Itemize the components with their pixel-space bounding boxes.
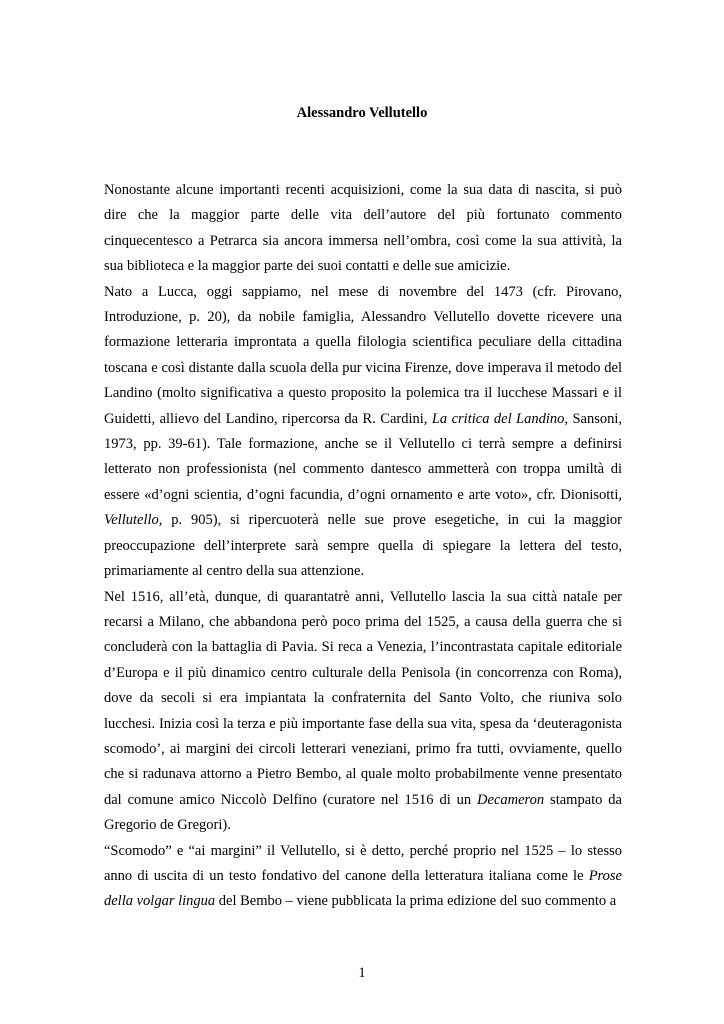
paragraph-text: Nel 1516, all’età, dunque, di quarantatrè anni, Vellutello lascia la sua città natale per recarsi a Milano, che abbandona però poco prima del 1525, a causa della guerra che si concluderà con la battaglia di Pavia. Si reca a Venezia, l’incontrastata capitale editoriale d’Europa e il più dinamico centro culturale della Penisola (in concorrenza con Roma), dove da secoli si era impiantata la confraternita del Santo Volto, che riuniva solo lucchesi. Inizia così la terza e più importante fase della sua vita, spesa da ‘deuteragonista scomodo’, ai margini dei circoli letterari veneziani, primo fra tutti, ovviamente, quello che si radunava attorno a Pietro Bembo, al quale molto probabilmente venne presentato dal comune amico Niccolò Delfino (curatore nel 1516 di un xyxy=(104,588,622,808)
document-title: Alessandro Vellutello xyxy=(296,105,428,121)
italic-title-text: Prose della volgar lingua xyxy=(104,867,622,910)
italic-title-text: La critica del Landino xyxy=(431,410,565,427)
paragraph-text: del Bembo – viene pubblicata la prima edizione del suo commento a xyxy=(215,893,617,910)
paragraph xyxy=(104,585,622,839)
italic-title-text: Decameron xyxy=(477,791,545,808)
paragraph xyxy=(104,839,622,915)
document-body xyxy=(104,178,622,915)
page-number: 1 xyxy=(358,965,366,981)
paragraph xyxy=(104,280,622,585)
italic-title-text: Vellutello xyxy=(104,512,159,529)
paragraph xyxy=(104,178,622,280)
paragraph-text: , Sansoni, 1973, pp. 39-61). Tale formazione, anche se il Vellutello ci terrà sempre a definirsi letterato non professionista (nel commento dantesco ammetterà con troppa umiltà di essere «d’ogni scientia, d’ogni facundia, d’ogni ornamento e arte voto», cfr. Dionisotti, xyxy=(104,410,622,503)
paragraph-text: stampato da Gregorio de Gregori). xyxy=(104,791,622,834)
paragraph-text: Nato a Lucca, oggi sappiamo, nel mese di novembre del 1473 (cfr. Pirovano, Introduzione, p. 20), da nobile famiglia, Alessandro Vellutello dovette ricevere una formazione letteraria improntata a quella filologia scientifica peculiare della cittadina toscana e così distante dalla scuola della pur vicina Firenze, dove imperava il metodo del Landino (molto significativa a questo proposito la polemica tra il lucchese Massari e il Guidetti, allievo del Landino, ripercorsa da R. Cardini, xyxy=(104,283,622,427)
paragraph-text: Nonostante alcune importanti recenti acquisizioni, come la sua data di nascita, si può dire che la maggior parte delle vita dell’autore del più fortunato commento cinquecentesco a Petrarca sia ancora immersa nell’ombra, così come la sua attività, la sua biblioteca e la maggior parte dei suoi contatti e delle sue amicizie. xyxy=(104,182,622,275)
paragraph-text: , p. 905), si ripercuoterà nelle sue prove esegetiche, in cui la maggior preoccupazione dell’interprete sarà sempre quella di spiegare la lettera del testo, primariamente al centro della sua attenzione. xyxy=(104,512,622,580)
paragraph-text: “Scomodo” e “ai margini” il Vellutello, si è detto, perché proprio nel 1525 – lo stesso anno di uscita di un testo fondativo del canone della letteratura italiana come le xyxy=(104,842,622,884)
